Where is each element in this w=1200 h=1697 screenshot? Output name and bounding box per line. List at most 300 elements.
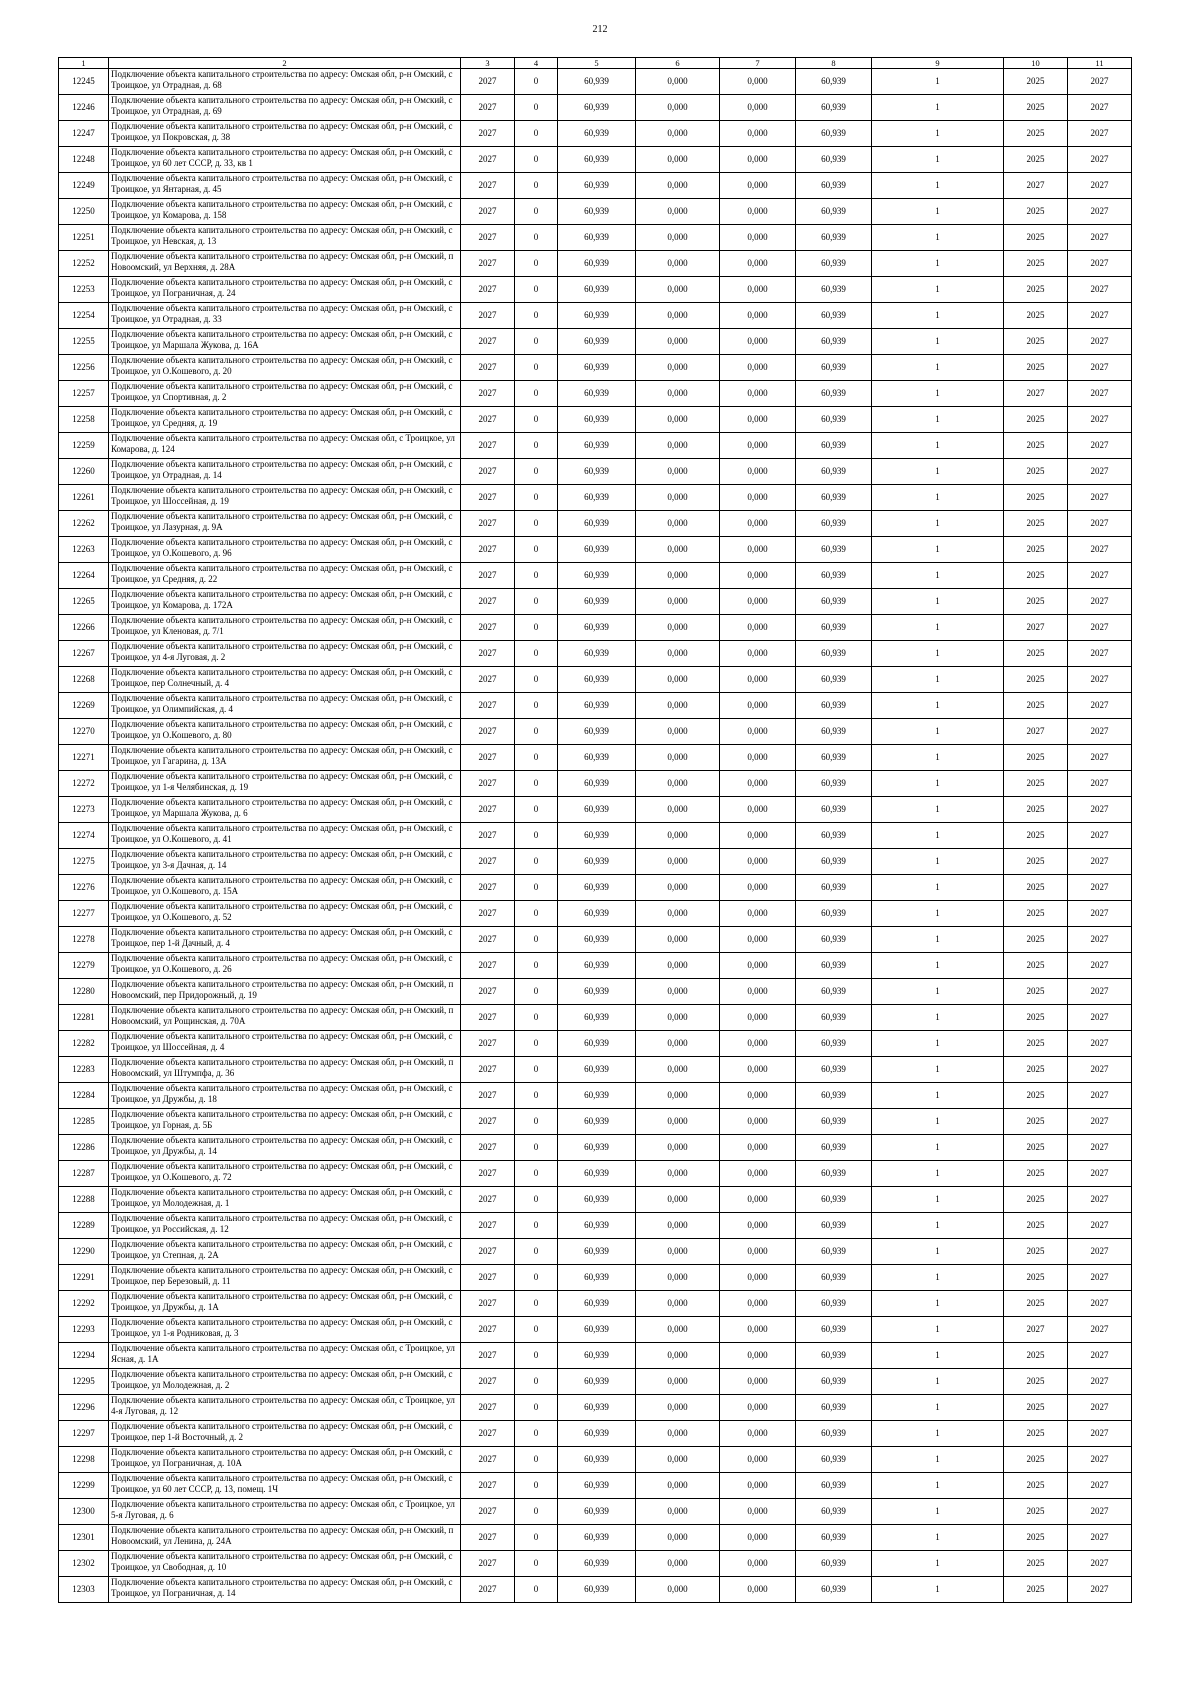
col3-cell: 2027 xyxy=(461,1395,515,1421)
col10-cell: 2025 xyxy=(1004,95,1068,121)
row-number-cell: 12297 xyxy=(59,1421,109,1447)
col6-cell: 0,000 xyxy=(636,277,720,303)
col5-cell: 60,939 xyxy=(558,1343,636,1369)
col11-cell: 2027 xyxy=(1068,1083,1132,1109)
table-row xyxy=(59,693,1132,719)
col9-cell: 1 xyxy=(872,1057,1004,1083)
col11-cell: 2027 xyxy=(1068,1369,1132,1395)
table-row xyxy=(59,667,1132,693)
col5-cell: 60,939 xyxy=(558,1291,636,1317)
col7-cell: 0,000 xyxy=(720,745,796,771)
col5-cell: 60,939 xyxy=(558,381,636,407)
col11-cell: 2027 xyxy=(1068,277,1132,303)
col6-cell: 0,000 xyxy=(636,1213,720,1239)
description-cell: Подключение объекта капитального строительства по адресу: Омская обл, р-н Омский, п Новоомский, ул Ленина, д. 24А xyxy=(109,1525,461,1551)
col8-cell: 60,939 xyxy=(796,927,872,953)
col11-cell: 2027 xyxy=(1068,1551,1132,1577)
col6-cell: 0,000 xyxy=(636,1161,720,1187)
col6-cell: 0,000 xyxy=(636,1551,720,1577)
col6-cell: 0,000 xyxy=(636,1031,720,1057)
description-cell: Подключение объекта капитального строительства по адресу: Омская обл, р-н Омский, с Троицкое, ул Молодежная, д. 2 xyxy=(109,1369,461,1395)
col6-cell: 0,000 xyxy=(636,1057,720,1083)
col11-cell: 2027 xyxy=(1068,563,1132,589)
row-number-cell: 12274 xyxy=(59,823,109,849)
col8-cell: 60,939 xyxy=(796,1083,872,1109)
col10-cell: 2025 xyxy=(1004,1239,1068,1265)
col3-cell: 2027 xyxy=(461,1499,515,1525)
description-cell: Подключение объекта капитального строительства по адресу: Омская обл, р-н Омский, с Троицкое, ул Пограничная, д. 24 xyxy=(109,277,461,303)
col6-cell: 0,000 xyxy=(636,667,720,693)
col11-cell: 2027 xyxy=(1068,589,1132,615)
col9-cell: 1 xyxy=(872,823,1004,849)
col7-cell: 0,000 xyxy=(720,433,796,459)
col6-cell: 0,000 xyxy=(636,563,720,589)
col8-cell: 60,939 xyxy=(796,1551,872,1577)
col6-cell: 0,000 xyxy=(636,849,720,875)
col4-cell: 0 xyxy=(515,563,558,589)
col6-cell: 0,000 xyxy=(636,823,720,849)
col6-cell: 0,000 xyxy=(636,121,720,147)
connection-register-table xyxy=(58,57,1132,1603)
col3-cell: 2027 xyxy=(461,251,515,277)
col6-cell: 0,000 xyxy=(636,1109,720,1135)
col8-cell: 60,939 xyxy=(796,1005,872,1031)
col4-cell: 0 xyxy=(515,511,558,537)
col11-cell: 2027 xyxy=(1068,1525,1132,1551)
col6-cell: 0,000 xyxy=(636,433,720,459)
col10-cell: 2027 xyxy=(1004,1317,1068,1343)
col10-cell: 2025 xyxy=(1004,537,1068,563)
row-number-cell: 12277 xyxy=(59,901,109,927)
col4-cell: 0 xyxy=(515,1005,558,1031)
description-cell: Подключение объекта капитального строительства по адресу: Омская обл, р-н Омский, с Троицкое, ул Лазурная, д. 9А xyxy=(109,511,461,537)
description-cell: Подключение объекта капитального строительства по адресу: Омская обл, р-н Омский, с Троицкое, ул 1-я Челябинская, д. 19 xyxy=(109,771,461,797)
col6-cell: 0,000 xyxy=(636,1499,720,1525)
col4-cell: 0 xyxy=(515,1395,558,1421)
col10-cell: 2025 xyxy=(1004,199,1068,225)
col8-cell: 60,939 xyxy=(796,797,872,823)
col7-cell: 0,000 xyxy=(720,1213,796,1239)
row-number-cell: 12247 xyxy=(59,121,109,147)
table-row xyxy=(59,173,1132,199)
col4-cell: 0 xyxy=(515,1239,558,1265)
row-number-cell: 12284 xyxy=(59,1083,109,1109)
col5-cell: 60,939 xyxy=(558,1161,636,1187)
col8-cell: 60,939 xyxy=(796,173,872,199)
col5-cell: 60,939 xyxy=(558,1265,636,1291)
col4-cell: 0 xyxy=(515,875,558,901)
col5-cell: 60,939 xyxy=(558,485,636,511)
row-number-cell: 12268 xyxy=(59,667,109,693)
col5-cell: 60,939 xyxy=(558,875,636,901)
col8-cell: 60,939 xyxy=(796,381,872,407)
table-row xyxy=(59,1213,1132,1239)
description-cell: Подключение объекта капитального строительства по адресу: Омская обл, р-н Омский, с Троицкое, ул О.Кошевого, д. 80 xyxy=(109,719,461,745)
col5-cell: 60,939 xyxy=(558,1551,636,1577)
col5-cell: 60,939 xyxy=(558,1187,636,1213)
row-number-cell: 12298 xyxy=(59,1447,109,1473)
col10-cell: 2025 xyxy=(1004,147,1068,173)
col9-cell: 1 xyxy=(872,1135,1004,1161)
col7-cell: 0,000 xyxy=(720,927,796,953)
col4-cell: 0 xyxy=(515,1421,558,1447)
col11-cell: 2027 xyxy=(1068,121,1132,147)
col9-cell: 1 xyxy=(872,771,1004,797)
row-number-cell: 12273 xyxy=(59,797,109,823)
col9-cell: 1 xyxy=(872,1005,1004,1031)
col4-cell: 0 xyxy=(515,641,558,667)
description-cell: Подключение объекта капитального строительства по адресу: Омская обл, р-н Омский, с Троицкое, ул Дружбы, д. 14 xyxy=(109,1135,461,1161)
col10-cell: 2025 xyxy=(1004,1447,1068,1473)
column-header: 5 xyxy=(558,58,636,69)
description-cell: Подключение объекта капитального строительства по адресу: Омская обл, р-н Омский, с Троицкое, ул Маршала Жукова, д. 16А xyxy=(109,329,461,355)
col8-cell: 60,939 xyxy=(796,1265,872,1291)
col4-cell: 0 xyxy=(515,1447,558,1473)
col10-cell: 2025 xyxy=(1004,589,1068,615)
col7-cell: 0,000 xyxy=(720,1135,796,1161)
col8-cell: 60,939 xyxy=(796,771,872,797)
col3-cell: 2027 xyxy=(461,1057,515,1083)
table-row xyxy=(59,329,1132,355)
col4-cell: 0 xyxy=(515,1317,558,1343)
table-row xyxy=(59,1317,1132,1343)
col11-cell: 2027 xyxy=(1068,927,1132,953)
row-number-cell: 12302 xyxy=(59,1551,109,1577)
col6-cell: 0,000 xyxy=(636,1005,720,1031)
col3-cell: 2027 xyxy=(461,1135,515,1161)
row-number-cell: 12276 xyxy=(59,875,109,901)
col4-cell: 0 xyxy=(515,953,558,979)
col7-cell: 0,000 xyxy=(720,589,796,615)
col9-cell: 1 xyxy=(872,69,1004,95)
col6-cell: 0,000 xyxy=(636,1135,720,1161)
col4-cell: 0 xyxy=(515,251,558,277)
col5-cell: 60,939 xyxy=(558,199,636,225)
col9-cell: 1 xyxy=(872,1421,1004,1447)
col9-cell: 1 xyxy=(872,745,1004,771)
col4-cell: 0 xyxy=(515,615,558,641)
row-number-cell: 12253 xyxy=(59,277,109,303)
col10-cell: 2027 xyxy=(1004,381,1068,407)
col5-cell: 60,939 xyxy=(558,303,636,329)
col6-cell: 0,000 xyxy=(636,303,720,329)
col10-cell: 2025 xyxy=(1004,1577,1068,1603)
col3-cell: 2027 xyxy=(461,1421,515,1447)
col3-cell: 2027 xyxy=(461,511,515,537)
col9-cell: 1 xyxy=(872,511,1004,537)
col5-cell: 60,939 xyxy=(558,719,636,745)
column-header: 11 xyxy=(1068,58,1132,69)
col10-cell: 2025 xyxy=(1004,927,1068,953)
col8-cell: 60,939 xyxy=(796,1447,872,1473)
col7-cell: 0,000 xyxy=(720,459,796,485)
col3-cell: 2027 xyxy=(461,459,515,485)
col10-cell: 2025 xyxy=(1004,303,1068,329)
col4-cell: 0 xyxy=(515,693,558,719)
col11-cell: 2027 xyxy=(1068,485,1132,511)
col9-cell: 1 xyxy=(872,875,1004,901)
col11-cell: 2027 xyxy=(1068,459,1132,485)
description-cell: Подключение объекта капитального строительства по адресу: Омская обл, р-н Омский, с Троицкое, ул О.Кошевого, д. 26 xyxy=(109,953,461,979)
col3-cell: 2027 xyxy=(461,979,515,1005)
col11-cell: 2027 xyxy=(1068,823,1132,849)
description-cell: Подключение объекта капитального строительства по адресу: Омская обл, р-н Омский, с Троицкое, ул Кленовая, д. 7/1 xyxy=(109,615,461,641)
col4-cell: 0 xyxy=(515,745,558,771)
col7-cell: 0,000 xyxy=(720,225,796,251)
col6-cell: 0,000 xyxy=(636,173,720,199)
description-cell: Подключение объекта капитального строительства по адресу: Омская обл, р-н Омский, с Троицкое, ул 60 лет СССР, д. 33, кв 1 xyxy=(109,147,461,173)
col5-cell: 60,939 xyxy=(558,329,636,355)
col4-cell: 0 xyxy=(515,1343,558,1369)
col7-cell: 0,000 xyxy=(720,1421,796,1447)
col3-cell: 2027 xyxy=(461,1343,515,1369)
col5-cell: 60,939 xyxy=(558,511,636,537)
col7-cell: 0,000 xyxy=(720,147,796,173)
col7-cell: 0,000 xyxy=(720,1161,796,1187)
col9-cell: 1 xyxy=(872,1239,1004,1265)
col9-cell: 1 xyxy=(872,1395,1004,1421)
col4-cell: 0 xyxy=(515,1057,558,1083)
row-number-cell: 12263 xyxy=(59,537,109,563)
col4-cell: 0 xyxy=(515,589,558,615)
row-number-cell: 12275 xyxy=(59,849,109,875)
col10-cell: 2025 xyxy=(1004,641,1068,667)
col11-cell: 2027 xyxy=(1068,407,1132,433)
col8-cell: 60,939 xyxy=(796,875,872,901)
col8-cell: 60,939 xyxy=(796,563,872,589)
table-row xyxy=(59,979,1132,1005)
col11-cell: 2027 xyxy=(1068,875,1132,901)
row-number-cell: 12265 xyxy=(59,589,109,615)
col7-cell: 0,000 xyxy=(720,771,796,797)
row-number-cell: 12287 xyxy=(59,1161,109,1187)
table-row xyxy=(59,1499,1132,1525)
table-row xyxy=(59,1473,1132,1499)
col4-cell: 0 xyxy=(515,537,558,563)
col10-cell: 2025 xyxy=(1004,563,1068,589)
col9-cell: 1 xyxy=(872,1109,1004,1135)
col7-cell: 0,000 xyxy=(720,1057,796,1083)
col5-cell: 60,939 xyxy=(558,823,636,849)
col9-cell: 1 xyxy=(872,1551,1004,1577)
table-row xyxy=(59,589,1132,615)
col5-cell: 60,939 xyxy=(558,1369,636,1395)
description-cell: Подключение объекта капитального строительства по адресу: Омская обл, р-н Омский, с Троицкое, ул Пограничная, д. 10А xyxy=(109,1447,461,1473)
col7-cell: 0,000 xyxy=(720,1525,796,1551)
col11-cell: 2027 xyxy=(1068,95,1132,121)
col3-cell: 2027 xyxy=(461,927,515,953)
col11-cell: 2027 xyxy=(1068,1135,1132,1161)
col11-cell: 2027 xyxy=(1068,511,1132,537)
col9-cell: 1 xyxy=(872,1447,1004,1473)
col11-cell: 2027 xyxy=(1068,1031,1132,1057)
col5-cell: 60,939 xyxy=(558,953,636,979)
col4-cell: 0 xyxy=(515,355,558,381)
description-cell: Подключение объекта капитального строительства по адресу: Омская обл, р-н Омский, с Троицкое, ул Российская, д. 12 xyxy=(109,1213,461,1239)
col7-cell: 0,000 xyxy=(720,901,796,927)
col7-cell: 0,000 xyxy=(720,1005,796,1031)
description-cell: Подключение объекта капитального строительства по адресу: Омская обл, р-н Омский, с Троицкое, пер Березовый, д. 11 xyxy=(109,1265,461,1291)
col8-cell: 60,939 xyxy=(796,355,872,381)
col11-cell: 2027 xyxy=(1068,1473,1132,1499)
col5-cell: 60,939 xyxy=(558,225,636,251)
col8-cell: 60,939 xyxy=(796,1135,872,1161)
col9-cell: 1 xyxy=(872,1265,1004,1291)
col6-cell: 0,000 xyxy=(636,1291,720,1317)
table-row xyxy=(59,1031,1132,1057)
col3-cell: 2027 xyxy=(461,1239,515,1265)
col10-cell: 2025 xyxy=(1004,1369,1068,1395)
col5-cell: 60,939 xyxy=(558,1447,636,1473)
description-cell: Подключение объекта капитального строительства по адресу: Омская обл, р-н Омский, с Троицкое, ул Шоссейная, д. 19 xyxy=(109,485,461,511)
col4-cell: 0 xyxy=(515,1083,558,1109)
table-row xyxy=(59,1525,1132,1551)
col5-cell: 60,939 xyxy=(558,1577,636,1603)
table-row xyxy=(59,953,1132,979)
col4-cell: 0 xyxy=(515,771,558,797)
col5-cell: 60,939 xyxy=(558,121,636,147)
col5-cell: 60,939 xyxy=(558,1109,636,1135)
col6-cell: 0,000 xyxy=(636,1343,720,1369)
col9-cell: 1 xyxy=(872,147,1004,173)
table-row xyxy=(59,745,1132,771)
col4-cell: 0 xyxy=(515,719,558,745)
col10-cell: 2025 xyxy=(1004,459,1068,485)
table-row xyxy=(59,1447,1132,1473)
col4-cell: 0 xyxy=(515,407,558,433)
col11-cell: 2027 xyxy=(1068,1109,1132,1135)
col7-cell: 0,000 xyxy=(720,537,796,563)
row-number-cell: 12256 xyxy=(59,355,109,381)
col6-cell: 0,000 xyxy=(636,1421,720,1447)
col11-cell: 2027 xyxy=(1068,225,1132,251)
col7-cell: 0,000 xyxy=(720,355,796,381)
row-number-cell: 12281 xyxy=(59,1005,109,1031)
col4-cell: 0 xyxy=(515,433,558,459)
description-cell: Подключение объекта капитального строительства по адресу: Омская обл, р-н Омский, с Троицкое, ул Отрадная, д. 68 xyxy=(109,69,461,95)
table-body xyxy=(59,69,1132,1603)
col7-cell: 0,000 xyxy=(720,849,796,875)
table-row xyxy=(59,1265,1132,1291)
table-row xyxy=(59,69,1132,95)
col10-cell: 2025 xyxy=(1004,823,1068,849)
col10-cell: 2025 xyxy=(1004,355,1068,381)
col3-cell: 2027 xyxy=(461,1083,515,1109)
description-cell: Подключение объекта капитального строительства по адресу: Омская обл, р-н Омский, с Троицкое, ул 60 лет СССР, д. 13, помещ. 1Ч xyxy=(109,1473,461,1499)
col10-cell: 2025 xyxy=(1004,485,1068,511)
col10-cell: 2025 xyxy=(1004,511,1068,537)
col6-cell: 0,000 xyxy=(636,1265,720,1291)
table-row xyxy=(59,147,1132,173)
col7-cell: 0,000 xyxy=(720,953,796,979)
description-cell: Подключение объекта капитального строительства по адресу: Омская обл, р-н Омский, с Троицкое, ул Покровская, д. 38 xyxy=(109,121,461,147)
col3-cell: 2027 xyxy=(461,953,515,979)
col8-cell: 60,939 xyxy=(796,1213,872,1239)
column-header: 10 xyxy=(1004,58,1068,69)
description-cell: Подключение объекта капитального строительства по адресу: Омская обл, р-н Омский, с Троицкое, ул 1-я Родниковая, д. 3 xyxy=(109,1317,461,1343)
col3-cell: 2027 xyxy=(461,225,515,251)
col11-cell: 2027 xyxy=(1068,719,1132,745)
row-number-cell: 12271 xyxy=(59,745,109,771)
col6-cell: 0,000 xyxy=(636,1369,720,1395)
col11-cell: 2027 xyxy=(1068,381,1132,407)
col5-cell: 60,939 xyxy=(558,745,636,771)
col4-cell: 0 xyxy=(515,1161,558,1187)
col7-cell: 0,000 xyxy=(720,1317,796,1343)
col3-cell: 2027 xyxy=(461,1005,515,1031)
description-cell: Подключение объекта капитального строительства по адресу: Омская обл, р-н Омский, с Троицкое, ул Дружбы, д. 1А xyxy=(109,1291,461,1317)
table-row xyxy=(59,849,1132,875)
col10-cell: 2025 xyxy=(1004,1473,1068,1499)
row-number-cell: 12286 xyxy=(59,1135,109,1161)
col4-cell: 0 xyxy=(515,1473,558,1499)
col6-cell: 0,000 xyxy=(636,693,720,719)
col9-cell: 1 xyxy=(872,797,1004,823)
table-row xyxy=(59,1291,1132,1317)
col8-cell: 60,939 xyxy=(796,511,872,537)
col10-cell: 2025 xyxy=(1004,771,1068,797)
col8-cell: 60,939 xyxy=(796,1395,872,1421)
col3-cell: 2027 xyxy=(461,693,515,719)
description-cell: Подключение объекта капитального строительства по адресу: Омская обл, р-н Омский, с Троицкое, пер 1-й Дачный, д. 4 xyxy=(109,927,461,953)
col8-cell: 60,939 xyxy=(796,641,872,667)
col3-cell: 2027 xyxy=(461,849,515,875)
row-number-cell: 12294 xyxy=(59,1343,109,1369)
col8-cell: 60,939 xyxy=(796,849,872,875)
row-number-cell: 12252 xyxy=(59,251,109,277)
table-row xyxy=(59,1187,1132,1213)
col4-cell: 0 xyxy=(515,1551,558,1577)
col4-cell: 0 xyxy=(515,927,558,953)
col4-cell: 0 xyxy=(515,849,558,875)
description-cell: Подключение объекта капитального строительства по адресу: Омская обл, с Троицкое, ул 5-я Луговая, д. 6 xyxy=(109,1499,461,1525)
col6-cell: 0,000 xyxy=(636,641,720,667)
col7-cell: 0,000 xyxy=(720,1369,796,1395)
table-row xyxy=(59,251,1132,277)
row-number-cell: 12248 xyxy=(59,147,109,173)
col9-cell: 1 xyxy=(872,95,1004,121)
col5-cell: 60,939 xyxy=(558,563,636,589)
col8-cell: 60,939 xyxy=(796,1161,872,1187)
col8-cell: 60,939 xyxy=(796,1525,872,1551)
col10-cell: 2025 xyxy=(1004,251,1068,277)
col9-cell: 1 xyxy=(872,1473,1004,1499)
col7-cell: 0,000 xyxy=(720,563,796,589)
table-row xyxy=(59,1577,1132,1603)
table-row xyxy=(59,1109,1132,1135)
col10-cell: 2025 xyxy=(1004,1291,1068,1317)
col3-cell: 2027 xyxy=(461,303,515,329)
col10-cell: 2025 xyxy=(1004,693,1068,719)
col6-cell: 0,000 xyxy=(636,225,720,251)
row-number-cell: 12269 xyxy=(59,693,109,719)
col7-cell: 0,000 xyxy=(720,277,796,303)
col4-cell: 0 xyxy=(515,1187,558,1213)
col8-cell: 60,939 xyxy=(796,1577,872,1603)
column-number-header-row xyxy=(59,58,1132,69)
col9-cell: 1 xyxy=(872,1187,1004,1213)
col7-cell: 0,000 xyxy=(720,1291,796,1317)
col4-cell: 0 xyxy=(515,1135,558,1161)
description-cell: Подключение объекта капитального строительства по адресу: Омская обл, р-н Омский, с Троицкое, ул Комарова, д. 158 xyxy=(109,199,461,225)
col9-cell: 1 xyxy=(872,537,1004,563)
row-number-cell: 12295 xyxy=(59,1369,109,1395)
col11-cell: 2027 xyxy=(1068,771,1132,797)
col4-cell: 0 xyxy=(515,1291,558,1317)
col7-cell: 0,000 xyxy=(720,719,796,745)
col7-cell: 0,000 xyxy=(720,1473,796,1499)
col10-cell: 2025 xyxy=(1004,1265,1068,1291)
